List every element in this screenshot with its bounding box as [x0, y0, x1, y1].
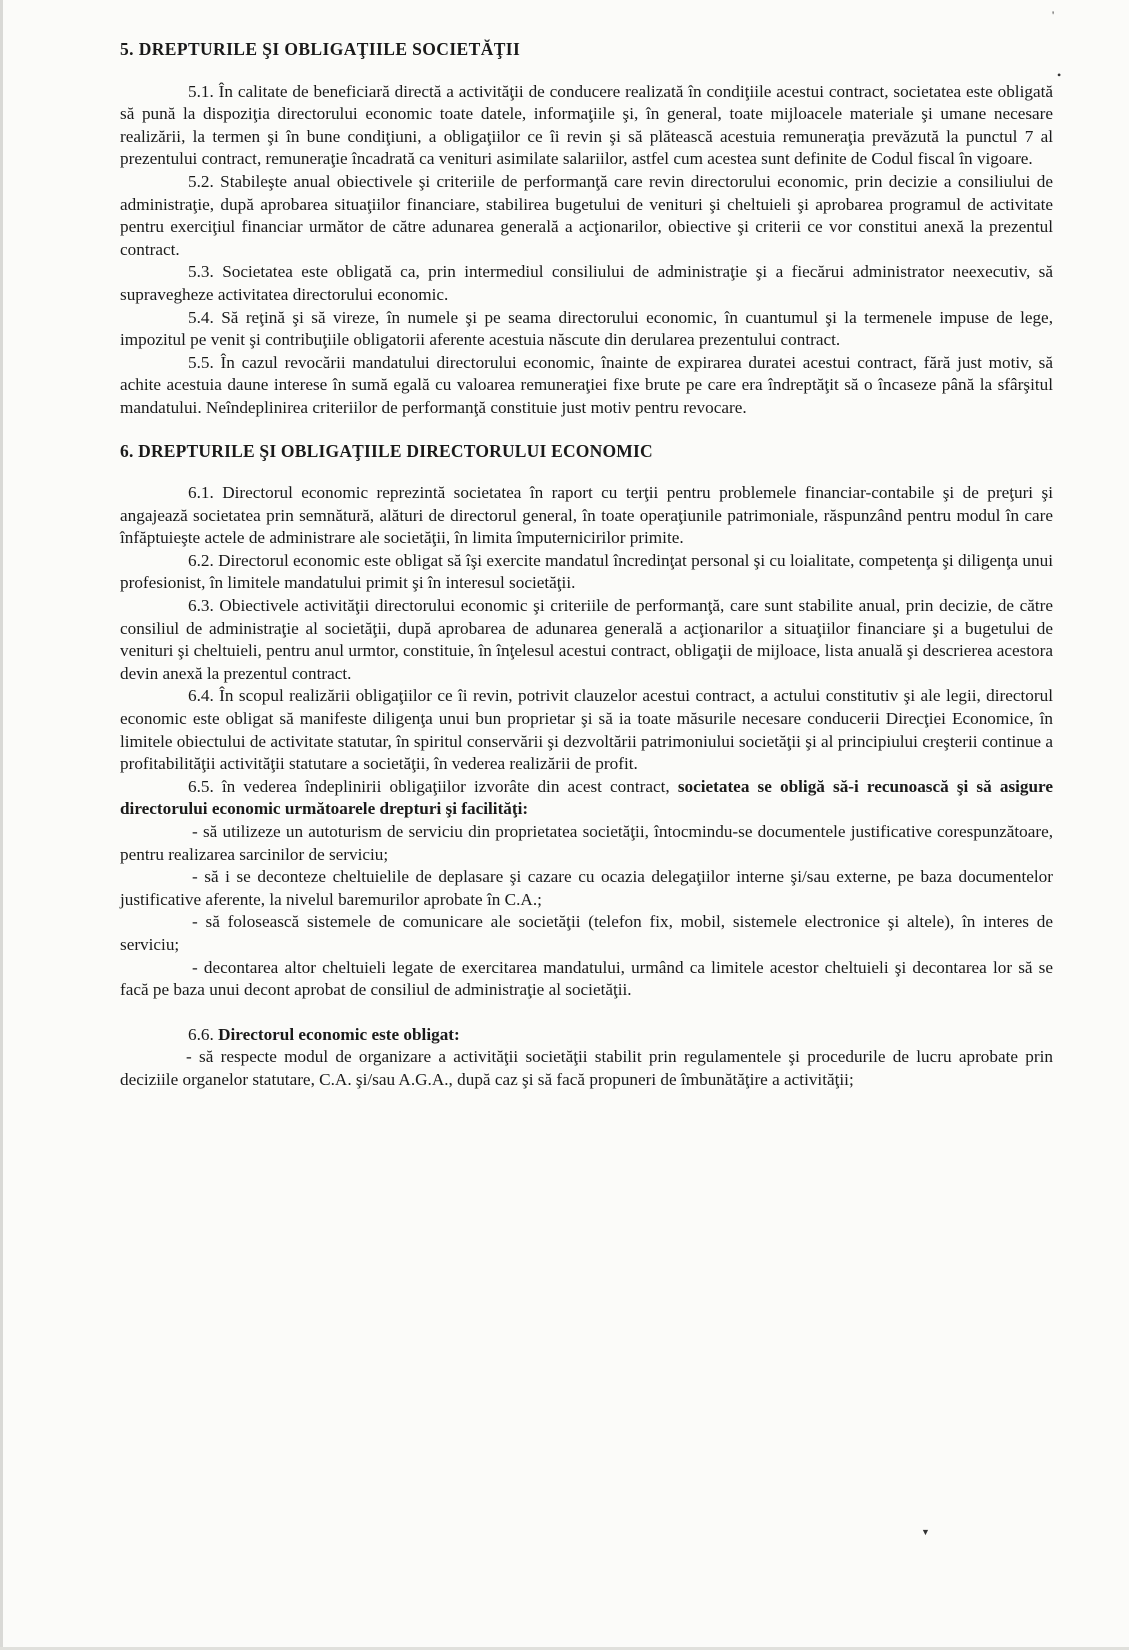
paragraph-6-6-heading	[120, 1024, 1053, 1047]
scan-speck: ▼	[921, 1527, 930, 1537]
paragraph-6-6-number: 6.6.	[188, 1024, 219, 1044]
paragraph-6-5	[120, 776, 1053, 821]
list-item-communication: - să folosească sistemele de comunicare ale societăţii (telefon fix, mobil, sistemele electronice şi altele), în interes de serviciu;	[120, 912, 1053, 954]
paragraph-6-6-bold: Directorul economic este obligat:	[218, 1024, 460, 1044]
section-6-title: 6. DREPTURILE ŞI OBLIGAŢIILE DIRECTORULUI ECONOMIC	[120, 440, 653, 461]
scan-speck: '	[1052, 8, 1055, 22]
document-page	[120, 38, 1053, 1092]
paragraph-5-3: 5.3. Societatea este obligată ca, prin intermediul consiliului de administraţie şi a fiecărui administrator neexecutiv, să supravegheze activitatea directorului economic.	[120, 262, 1053, 304]
paragraph-6-1: 6.1. Directorul economic reprezintă societatea în raport cu terţii pentru problemele financiar-contabile şi de preţuri şi angajează societatea prin semnătură, alături de directorul general, în toate operaţiunile patrimoniale, răspunzând pentru modul în care înfăptuieşte actele de administrare ale societăţii, în limita împuternicirilor primite.	[120, 483, 1053, 548]
paragraph-5-2: 5.2. Stabileşte anual obiectivele şi criteriile de performanţă care revin directorului economic, prin decizie a consiliului de administraţie, după aprobarea situaţiilor financiare, stabilirea bugetului de venituri şi cheltuieli şi aprobarea programul de activitate pentru exerciţiul financiar următor de către adunarea generală a acţionarilor, obiective şi criterii ce vor constitui anexă la prezentul contract.	[120, 171, 1053, 259]
paragraph-5-5: 5.5. În cazul revocării mandatului directorului economic, înainte de expirarea duratei acestui contract, fără just motiv, să achite acestuia daune interese în sumă egală cu valoarea remuneraţiei fixe brute pe care era îndreptăţit să o încaseze până la sfârşitul mandatului. Neîndeplinirea criteriilor de performanţă constituie just motiv pentru revocare.	[120, 352, 1053, 417]
paragraph-5-1: 5.1. În calitate de beneficiară directă a activităţii de conducere realizată în condiţiile acestui contract, societatea este obligată să pună la dispoziţia directorului economic toate datele, informaţiile şi, în general, toate mijloacele materiale şi umane necesare realizării, la termen şi în bune condiţiuni, a obligaţiilor ce îi revin şi să plătească acestuia remuneraţia prevăzută la punctul 7 al prezentului contract, remuneraţie încadrată ca venituri asimilate salariilor, astfel cum acestea sunt definite de Codul fiscal în vigoare.	[120, 81, 1053, 169]
list-item-travel: - să i se deconteze cheltuielile de deplasare şi cazare cu ocazia delegaţiilor interne şi/sau externe, pe baza documentelor justificative aferente, la nivelul baremurilor aprobate în C.A.;	[120, 867, 1053, 909]
paragraph-6-5-bold: societatea se obligă să-i recunoască şi să asigure directorului economic următoarele drepturi şi facilităţi:	[120, 776, 1054, 819]
list-item-expenses: - decontarea altor cheltuieli legate de exercitarea mandatului, urmând ca limitele acestor cheltuieli şi decontarea lor să se facă pe baza unui decont aprobat de consiliul de administraţie al societăţii.	[120, 957, 1053, 1000]
paragraph-6-4: 6.4. În scopul realizării obligaţiilor ce îi revin, potrivit clauzelor acestui contract, a actului constitutiv şi ale legii, directorul economic este obligat să manifeste diligenţa unui bun proprietar şi să ia toate măsurile necesare conducerii Direcţiei Economice, în limitele obiectului de activitate statutar, în spiritul conservării şi dezvoltării patrimoniului societăţii şi al principiului creşterii continue a profitabilităţii activităţii statutare a societăţii, în vederea realizării de profit.	[120, 686, 1053, 774]
section-5-title: 5. DREPTURILE ŞI OBLIGAŢIILE SOCIETĂŢII	[120, 39, 521, 59]
list-item-organization: - să respecte modul de organizare a activităţii societăţii stabilit prin regulamentele şi procedurile de lucru aprobate prin deciziile organelor statutare, C.A. şi/sau A.G.A., după caz şi să facă propuneri de îmbunătăţire a activităţii;	[120, 1047, 1053, 1089]
paragraph-6-5-intro: 6.5. în vederea îndeplinirii obligaţiilor izvorâte din acest contract,	[188, 776, 678, 796]
scan-edge	[0, 0, 3, 1650]
paragraph-6-2: 6.2. Directorul economic este obligat să îşi exercite mandatul încredinţat personal şi cu loialitate, competenţa şi diligenţa unui profesionist, în limitele mandatului primit şi în interesul societăţii.	[120, 550, 1053, 593]
scan-speck: •	[1057, 68, 1062, 82]
list-item-car: - să utilizeze un autoturism de serviciu din proprietatea societăţii, întocmindu-se documentele justificative corespunzătoare, pentru realizarea sarcinilor de serviciu;	[120, 822, 1053, 864]
paragraph-5-4: 5.4. Să reţină şi să vireze, în numele şi pe seama directorului economic, în cuantumul şi la termenele impuse de lege, impozitul pe venit şi contribuţiile obligatorii aferente acestuia născute din derularea prezentului contract.	[120, 307, 1053, 350]
paragraph-6-3: 6.3. Obiectivele activităţii directorului economic şi criteriile de performanţă, care sunt stabilite anual, prin decizie, de către consiliul de administraţie al societăţii, după aprobarea de adunarea generală a acţionarilor a situaţiilor financiare şi a bugetului de venituri şi cheltuieli, pentru anul urmtor, constituie, în înţelesul acestui contract, obligaţii de mijloace, lista anuală şi descrierea acestora devin anexă la prezentul contract.	[120, 596, 1053, 683]
